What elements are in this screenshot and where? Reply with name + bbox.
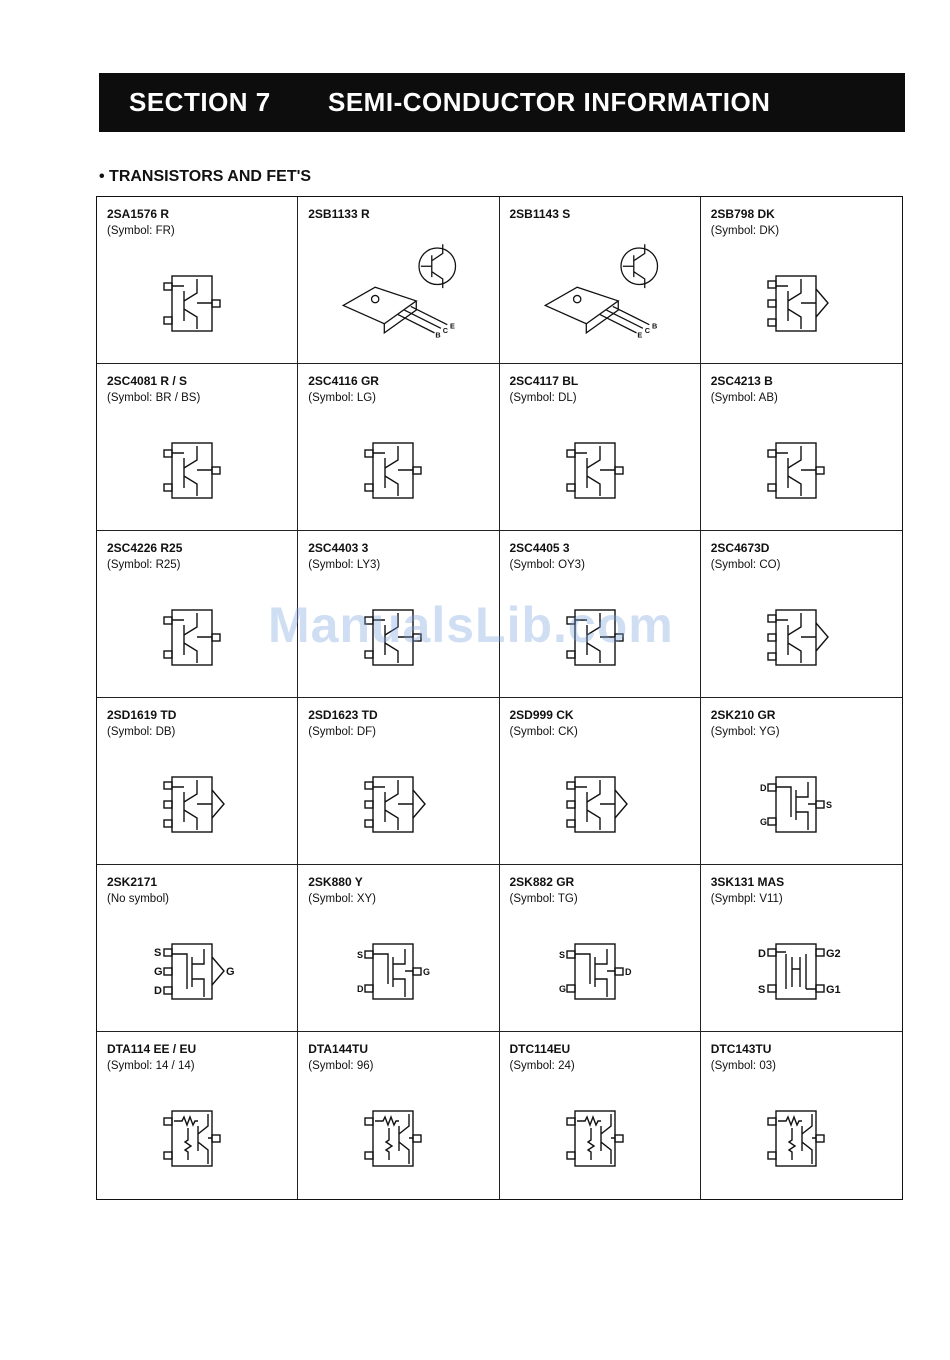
part-number: 2SK880 Y [308,875,363,889]
pin-label: G [226,966,235,978]
package-pinout-icon [756,261,846,351]
part-cell [500,865,701,1032]
pin-label: D [154,985,163,997]
part-cell [97,364,298,531]
package-pinout-icon [152,929,242,1019]
part-number: 3SK131 MAS [710,875,785,889]
pin-label: D [624,967,632,977]
part-cell [701,698,902,865]
pin-label: B [435,330,442,340]
part-symbol: (Symbol: LY3) [308,559,381,571]
part-symbol: (Symbol: 14 / 14) [107,1060,195,1072]
section-title: SEMI-CONDUCTOR INFORMATION [328,87,771,117]
package-pinout-icon [555,929,645,1019]
part-number: 2SA1576 R [107,207,170,221]
section-number: SECTION 7 [129,87,271,117]
pin-label: G1 [826,984,842,996]
part-number: 2SC4403 3 [308,541,369,555]
part-number: DTA144TU [308,1042,369,1056]
part-number: 2SC4405 3 [509,541,570,555]
pin-label: S [826,800,833,810]
pin-label: C [644,325,650,335]
part-cell [97,1032,298,1199]
pin-label: D [758,948,767,960]
part-symbol: (Symbol: DL) [509,392,577,404]
part-symbol: (Symbol: CK) [509,726,578,738]
package-pinout-icon [756,428,846,518]
part-symbol: (Symbol: XY) [308,893,376,905]
pin-label: S [758,984,766,996]
pin-label: E [637,330,642,340]
part-cell [298,698,499,865]
part-cell [701,865,902,1032]
part-cell [500,531,701,698]
part-number: 2SK882 GR [509,875,575,889]
transistors-subheading: • TRANSISTORS AND FET'S [99,168,312,185]
part-symbol: (Symbol: CO) [710,559,781,571]
part-number: 2SC4213 B [710,374,773,388]
pin-label: G2 [826,948,842,960]
part-symbol: (Symbol: OY3) [509,559,585,571]
part-symbol: (Symbol: TG) [509,893,578,905]
package-pinout-icon [152,1096,242,1186]
part-cell [701,364,902,531]
part-cell [701,1032,902,1199]
part-cell [97,197,298,364]
package-pinout-icon [152,261,242,351]
part-symbol: (Symbol: R25) [107,559,181,571]
package-pinout-icon [756,595,846,685]
parts-table [96,196,903,1200]
part-number: 2SB798 DK [710,207,775,221]
pin-label: D [357,984,364,994]
part-cell [500,698,701,865]
pin-label: S [357,950,364,960]
part-cell [97,698,298,865]
package-pinout-icon [756,929,846,1019]
package-pinout-icon [555,428,645,518]
pin-label: G [423,967,431,977]
package-pinout-icon [555,762,645,852]
part-number: 2SC4081 R / S [107,374,188,388]
pin-label: D [760,783,767,793]
to220-package-icon [323,237,473,342]
part-cell [500,1032,701,1199]
package-pinout-icon [353,595,443,685]
part-cell [701,197,902,364]
part-cell [500,364,701,531]
part-symbol: (Symbol: DB) [107,726,176,738]
package-pinout-icon [555,595,645,685]
part-cell [298,865,499,1032]
part-symbol: (Symbol: DF) [308,726,376,738]
part-number: DTA114 EE / EU [107,1042,197,1056]
part-cell [500,197,701,364]
part-cell [97,531,298,698]
part-symbol: (Symbol: AB) [710,392,778,404]
part-cell [298,531,499,698]
part-number: 2SB1133 R [308,207,370,221]
part-symbol: (Symbol: BR / BS) [107,392,201,404]
part-symbol: (Symbol: LG) [308,392,376,404]
pin-label: S [558,950,565,960]
part-symbol: (No symbol) [107,893,169,905]
part-cell [298,364,499,531]
package-pinout-icon [353,428,443,518]
part-number: 2SK210 GR [710,708,776,722]
part-number: 2SC4673D [710,541,770,555]
part-cell [298,197,499,364]
part-number: 2SK2171 [107,875,158,889]
package-pinout-icon [353,762,443,852]
pin-label: G [760,817,768,827]
part-number: 2SD1619 TD [107,708,177,722]
part-cell [298,1032,499,1199]
part-number: 2SC4117 BL [509,374,579,388]
to220-package-icon [525,237,675,342]
part-number: 2SD1623 TD [308,708,378,722]
pin-label: G [558,984,566,994]
pin-label: C [443,325,449,335]
pin-label: S [154,947,162,959]
part-number: DTC114EU [509,1042,571,1056]
section-header-bar [99,73,905,132]
part-symbol: (Symbol: YG) [710,726,780,738]
package-pinout-icon [756,762,846,852]
part-number: 2SC4226 R25 [107,541,183,555]
pin-label: E [450,321,456,331]
part-number: 2SD999 CK [509,708,574,722]
pin-label: G [154,966,163,978]
package-pinout-icon [353,929,443,1019]
package-pinout-icon [152,428,242,518]
pin-label: B [651,321,657,331]
package-pinout-icon [152,595,242,685]
part-symbol: (Symbol: DK) [710,225,780,237]
part-cell [701,531,902,698]
package-pinout-icon [152,762,242,852]
part-number: 2SC4116 GR [308,374,379,388]
package-pinout-icon [756,1096,846,1186]
package-pinout-icon [555,1096,645,1186]
watermark: ManualsLib.com [268,597,674,653]
part-symbol: (Symbol: FR) [107,225,175,237]
part-symbol: (Symbol: 03) [710,1060,776,1072]
package-pinout-icon [353,1096,443,1186]
part-symbol: (Symbol: 96) [308,1060,374,1072]
part-symbol: (Symbpl: V11) [710,893,783,905]
part-number: DTC143TU [710,1042,772,1056]
part-cell [97,865,298,1032]
part-number: 2SB1143 S [509,207,571,221]
part-symbol: (Symbol: 24) [509,1060,575,1072]
